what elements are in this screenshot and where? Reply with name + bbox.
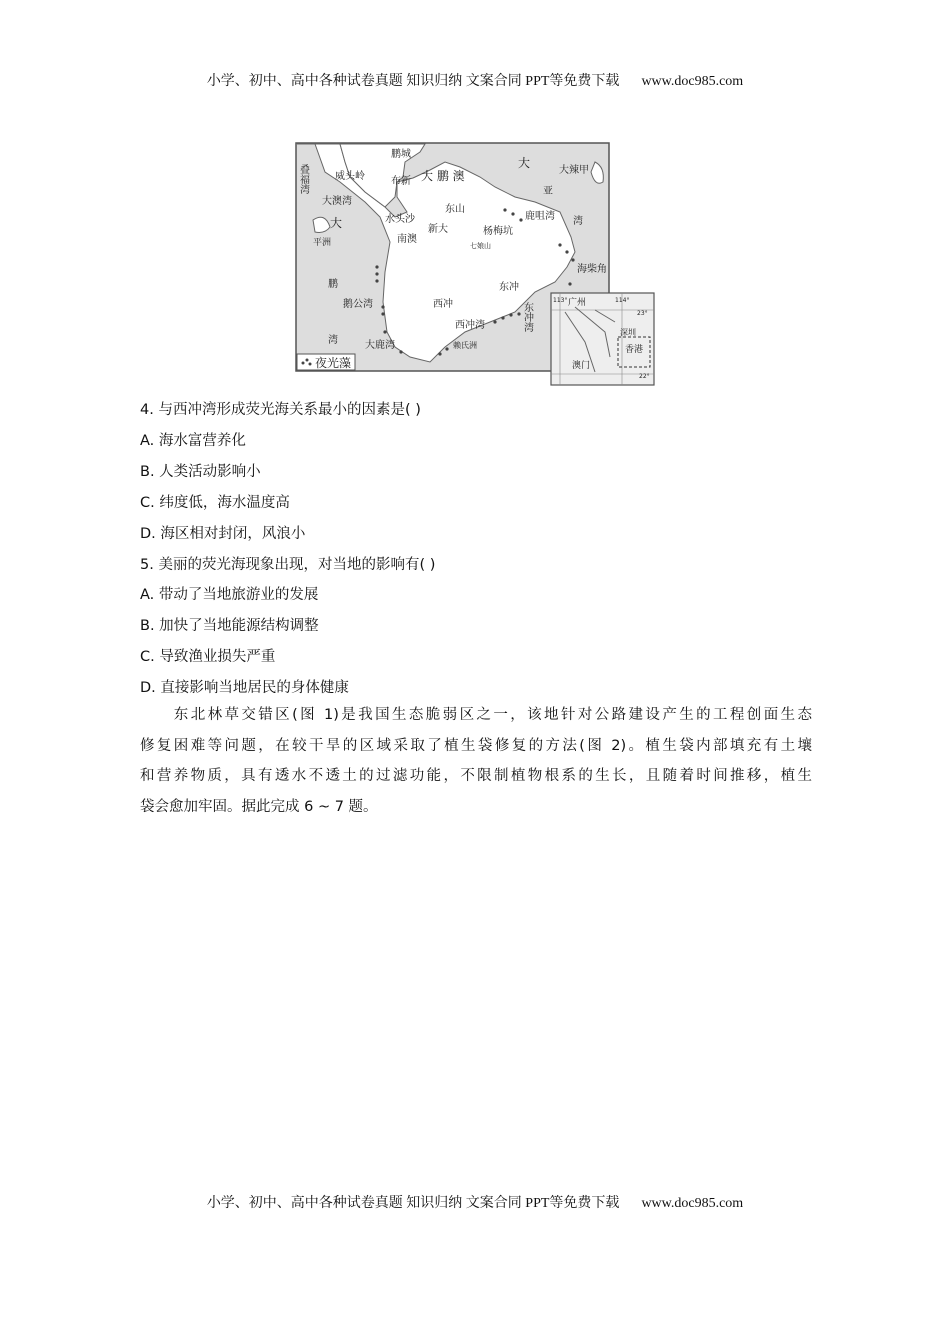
passage-line: 袋会愈加牢固。据此完成 6 ~ 7 题。 (140, 798, 378, 815)
question-4-option-a: A. 海水富营养化 (140, 433, 246, 449)
footer-url: www.doc985.com (641, 1196, 744, 1211)
label-guangzhou: 广州 (568, 298, 587, 308)
header-text: 小学、初中、高中各种试卷真题 知识归纳 文案合同 PPT等免费下载 (206, 74, 620, 89)
passage (140, 700, 812, 822)
label-dalajia: 大辣甲 (559, 165, 589, 176)
question-4-stem: 4. 与西冲湾形成荧光海关系最小的因素是( ) (140, 402, 421, 418)
label-qiniangshan: 七娘山 (470, 242, 491, 250)
label-ya: 亚 (543, 186, 553, 197)
legend-label: 夜光藻 (315, 356, 352, 370)
label-xinda: 新大 (428, 224, 448, 235)
label-aomen: 澳门 (572, 361, 591, 371)
label-pengcheng: 鹏城 (391, 149, 411, 160)
label-lat22: 22° (639, 373, 650, 380)
label-dongchong: 东冲 (499, 282, 519, 293)
label-haichaijiao: 海柴角 (577, 264, 607, 275)
label-nanao: 南澳 (397, 234, 417, 245)
map-figure (295, 142, 657, 387)
label-diefu: 叠福湾 (297, 164, 309, 194)
inset-map (551, 293, 654, 385)
label-da2: 大 (330, 216, 343, 230)
question-5-option-a: A. 带动了当地旅游业的发展 (140, 587, 319, 603)
label-egongwan: 鹅公湾 (343, 299, 373, 310)
label-shenzhen: 深圳 (620, 328, 636, 337)
label-xichong: 西冲 (433, 299, 453, 310)
passage-line: 东北林草交错区(图 1)是我国生态脆弱区之一，该地针对公路建设产生的工程创面生态 (140, 707, 812, 723)
label-luzuiwan: 鹿咀湾 (525, 211, 555, 222)
label-lon114: 114° (615, 297, 630, 304)
label-wan2: 湾 (328, 335, 338, 346)
label-yangmeikeng: 杨梅坑 (483, 226, 513, 237)
label-zhishizhou: 赖氏洲 (453, 341, 477, 350)
question-4-option-d: D. 海区相对封闭，风浪小 (140, 526, 306, 542)
label-wan1: 湾 (573, 216, 583, 227)
page-header (0, 70, 950, 90)
question-4-option-c: C. 纬度低，海水温度高 (140, 495, 290, 511)
question-5-stem: 5. 美丽的荧光海现象出现，对当地的影响有( ) (140, 557, 436, 573)
label-shuitousha: 水头沙 (385, 214, 415, 225)
label-da1: 大 (518, 156, 531, 170)
page-footer (0, 1192, 950, 1212)
question-4-option-b: B. 人类活动影响小 (140, 464, 261, 480)
label-dongchongwan: 东冲湾 (521, 302, 533, 332)
question-5-option-c: C. 导致渔业损失严重 (140, 649, 276, 665)
label-buxin: 布新 (391, 176, 411, 187)
label-dalu: 大鹿湾 (365, 340, 395, 351)
label-pingzhou: 平洲 (313, 238, 332, 248)
header-url: www.doc985.com (641, 74, 744, 89)
passage-line: 和营养物质，具有透水不透土的过滤功能，不限制植物根系的生长，且随着时间推移，植生 (140, 768, 812, 784)
label-dapengao: 大 鹏 澳 (421, 169, 465, 183)
label-peng: 鹏 (328, 279, 338, 290)
label-lat23: 23° (637, 310, 648, 317)
label-xichongwan: 西冲湾 (455, 320, 485, 331)
label-daaowan: 大澳湾 (322, 196, 352, 207)
label-xianggang: 香港 (625, 345, 644, 355)
passage-line: 修复困难等问题，在较干旱的区域采取了植生袋修复的方法(图 2)。植生袋内部填充有土壤 (140, 737, 812, 754)
question-5-option-b: B. 加快了当地能源结构调整 (140, 618, 319, 634)
question-5-option-d: D. 直接影响当地居民的身体健康 (140, 680, 349, 696)
label-dongshan: 东山 (445, 204, 465, 215)
label-lon113: 113° (553, 297, 568, 304)
footer-text: 小学、初中、高中各种试卷真题 知识归纳 文案合同 PPT等免费下载 (206, 1196, 620, 1211)
label-weitouling: 威头岭 (335, 171, 365, 182)
